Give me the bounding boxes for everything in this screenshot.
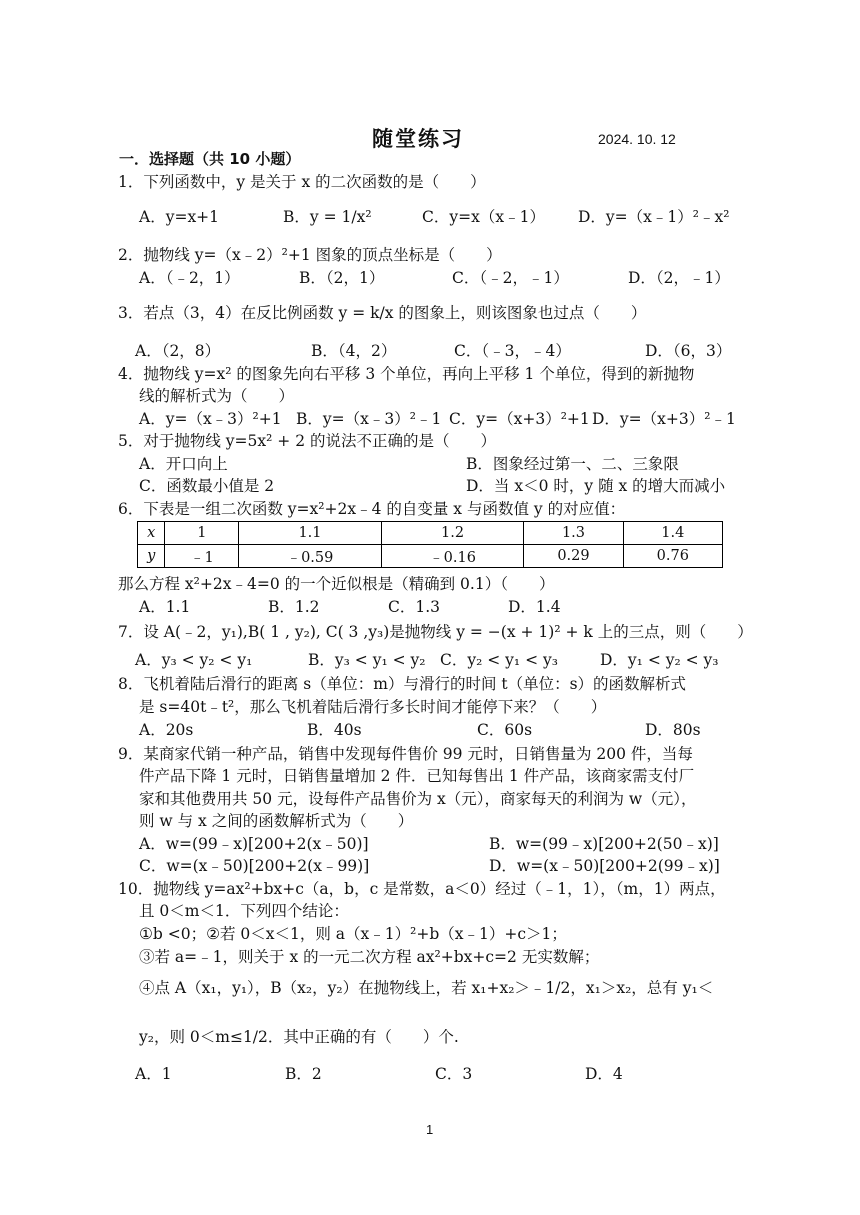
q1-option-b: B．y = 1/x² xyxy=(283,208,372,226)
question-9-line3: 家和其他费用共 50 元，设每件产品售价为 x（元），商家每天的利润为 w（元）， xyxy=(139,790,697,808)
q3-option-d: D．（6，3） xyxy=(645,342,732,360)
q4-option-b: B．y=（x﹣3）²﹣1 xyxy=(296,410,442,428)
q2-option-c: C．（﹣2，﹣1） xyxy=(452,269,569,287)
q9-option-c: C．w=(x﹣50)[200+2(x﹣99)] xyxy=(139,857,370,875)
q9-option-d: D．w=(x﹣50)[200+2(99﹣x)] xyxy=(489,857,720,875)
page-title: 随堂练习 xyxy=(372,127,464,151)
q3-option-b: B．（4，2） xyxy=(311,342,397,360)
q2-option-d: D．（2，﹣1） xyxy=(628,269,730,287)
question-10: 10．抛物线 y=ax²+bx+c（a，b，c 是常数，a＜0）经过（﹣1，1），（m，1）两点， xyxy=(118,880,726,898)
q3-option-a: A．（2，8） xyxy=(135,342,221,360)
question-8-cont: 是 s=40t﹣t²，那么飞机着陆后滑行多长时间才能停下来？（ ） xyxy=(139,698,607,716)
table-cell: ﹣1 xyxy=(165,545,239,568)
q8-option-c: C．60s xyxy=(477,721,533,739)
table-cell: 0.76 xyxy=(623,545,722,568)
q5-option-b: B．图象经过第一、二、三象限 xyxy=(466,455,679,473)
q1-option-a: A．y=x+1 xyxy=(139,208,220,226)
table-row xyxy=(138,522,723,545)
question-4: 4．抛物线 y=x² 的图象先向右平移 3 个单位，再向上平移 1 个单位，得到的新抛物 xyxy=(118,365,695,383)
q6-option-b: B．1.2 xyxy=(268,598,320,616)
question-9-line2: 件产品下降 1 元时，日销售量增加 2 件．已知每售出 1 件产品，该商家需支付厂 xyxy=(139,767,695,785)
q7-option-b: B．y₃ < y₁ < y₂ xyxy=(308,651,426,669)
q6-option-c: C．1.3 xyxy=(388,598,441,616)
question-10-statement-3: ③若 a=﹣1，则关于 x 的一元二次方程 ax²+bx+c=2 无实数解； xyxy=(139,948,600,966)
question-7: 7．设 A(﹣2，y₁),B( 1 , y₂), C( 3 ,y₃)是抛物线 y = −(x + 1)² + k 上的三点，则（ ） xyxy=(118,623,753,641)
table-cell: ﹣0.59 xyxy=(239,545,382,568)
q3-option-c: C．（﹣3，﹣4） xyxy=(454,342,571,360)
q7-option-a: A．y₃ < y₂ < y₁ xyxy=(135,651,253,669)
question-10-line6: y₂，则 0＜m≤1/2．其中正确的有（ ）个. xyxy=(139,1028,459,1046)
table-row xyxy=(138,545,723,568)
q6-option-d: D．1.4 xyxy=(508,598,561,616)
section-heading: 一．选择题（共 10 小题） xyxy=(119,150,301,168)
q4-option-c: C．y=（x+3）²+1 xyxy=(449,410,590,428)
question-3: 3．若点（3，4）在反比例函数 y = k/x 的图象上，则该图象也过点（ ） xyxy=(118,304,647,322)
table-cell: ﹣0.16 xyxy=(381,545,524,568)
question-10-statement-1-2: ①b <0；②若 0＜x＜1，则 a（x﹣1）²+b（x﹣1）+c＞1； xyxy=(139,925,567,943)
q2-option-b: B．（2，1） xyxy=(299,269,385,287)
q4-option-d: D．y=（x+3）²﹣1 xyxy=(592,410,736,428)
table-cell: 1.4 xyxy=(623,522,722,545)
page-number: 1 xyxy=(426,1122,434,1137)
value-table xyxy=(137,521,723,568)
q10-option-a: A．1 xyxy=(135,1065,172,1083)
q5-option-c: C．函数最小值是 2 xyxy=(139,477,275,495)
table-cell: 0.29 xyxy=(524,545,623,568)
question-5: 5．对于抛物线 y=5x² + 2 的说法不正确的是（ ） xyxy=(118,432,496,450)
q10-option-d: D．4 xyxy=(585,1065,623,1083)
table-cell: 1.2 xyxy=(381,522,524,545)
question-4-cont: 线的解析式为（ ） xyxy=(139,387,295,405)
q4-option-a: A．y=（x﹣3）²+1 xyxy=(139,410,282,428)
q5-option-a: A．开口向上 xyxy=(139,455,228,473)
q9-option-b: B．w=(99﹣x)[200+2(50﹣x)] xyxy=(489,835,719,853)
q8-option-b: B．40s xyxy=(307,721,362,739)
question-2: 2．抛物线 y=（x﹣2）²+1 图象的顶点坐标是（ ） xyxy=(118,246,502,264)
q7-option-d: D．y₁ < y₂ < y₃ xyxy=(600,651,719,669)
q2-option-a: A．（﹣2，1） xyxy=(139,269,240,287)
table-header-x: x xyxy=(138,522,165,545)
question-10-line2: 且 0＜m＜1．下列四个结论： xyxy=(139,902,349,920)
table-cell: 1.3 xyxy=(524,522,623,545)
q10-option-c: C．3 xyxy=(435,1065,473,1083)
table-cell: 1.1 xyxy=(239,522,382,545)
table-header-y: y xyxy=(138,545,165,568)
question-6: 6．下表是一组二次函数 y=x²+2x﹣4 的自变量 x 与函数值 y 的对应值： xyxy=(118,500,626,518)
q8-option-a: A．20s xyxy=(139,721,194,739)
question-9-line4: 则 w 与 x 之间的函数解析式为（ ） xyxy=(139,812,414,830)
q1-option-c: C．y=x（x﹣1） xyxy=(422,208,545,226)
date: 2024. 10. 12 xyxy=(598,131,676,147)
q10-option-b: B．2 xyxy=(285,1065,322,1083)
q7-option-c: C．y₂ < y₁ < y₃ xyxy=(440,651,558,669)
question-10-statement-4: ④点 A（x₁，y₁），B（x₂，y₂）在抛物线上，若 x₁+x₂＞﹣1/2，x₁＞x₂，总有 y₁＜ xyxy=(139,979,714,997)
q1-option-d: D．y=（x﹣1）²﹣x² xyxy=(578,208,730,226)
q5-option-d: D．当 x＜0 时，y 随 x 的增大而减小 xyxy=(466,477,726,495)
q9-option-a: A．w=(99﹣x)[200+2(x﹣50)] xyxy=(139,835,369,853)
question-9: 9．某商家代销一种产品，销售中发现每件售价 99 元时，日销售量为 200 件，当每 xyxy=(118,745,693,763)
table-cell: 1 xyxy=(165,522,239,545)
q6-option-a: A．1.1 xyxy=(139,598,191,616)
question-1: 1．下列函数中，y 是关于 x 的二次函数的是（ ） xyxy=(118,173,486,191)
question-6-cont: 那么方程 x²+2x﹣4=0 的一个近似根是（精确到 0.1）（ ） xyxy=(118,575,555,593)
q8-option-d: D．80s xyxy=(645,721,701,739)
question-8: 8．飞机着陆后滑行的距离 s（单位：m）与滑行的时间 t（单位：s）的函数解析式 xyxy=(118,675,687,693)
